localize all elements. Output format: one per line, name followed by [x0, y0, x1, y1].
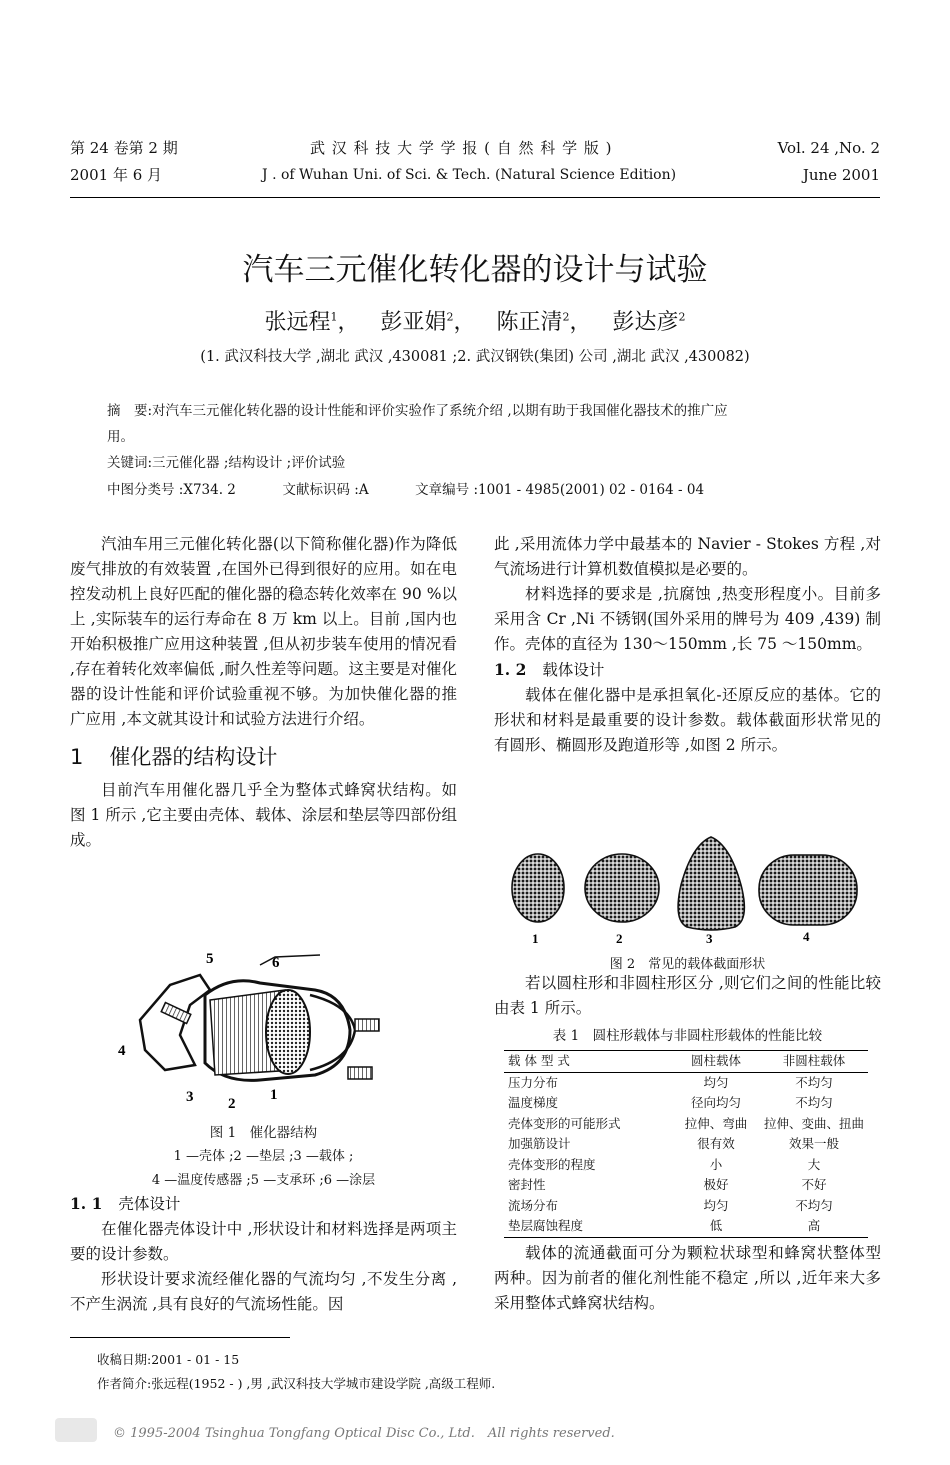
fig1-label-4: 4: [118, 1043, 126, 1059]
table-cell: 大: [807, 1156, 821, 1172]
right-paragraph-3: 载体在催化器中是承担氧化-还原反应的基体。它的形状和材料是最重要的设计参数。载体截面形状常见的有圆形、椭圆形及跑道形等 ,如图 2 所示。: [494, 686, 881, 754]
table-cell: 不均匀: [795, 1095, 833, 1110]
publisher-logo-icon: [55, 1418, 97, 1442]
table-row: [504, 1093, 868, 1114]
table-cell: 密封性: [508, 1177, 546, 1192]
subsection-1-1-paragraph-2: 形状设计要求流经催化器的气流均匀 ,不发生分离 ,不产生涡流 ,具有良好的气流场性能。因: [70, 1270, 457, 1313]
table-header-cell: 载 体 型 式: [508, 1053, 570, 1068]
clc-number: 中图分类号 :X734. 2: [107, 482, 236, 498]
section-1-paragraph: 目前汽车用催化器几乎全为整体式蜂窝状结构。如图 1 所示 ,它主要由壳体、载体、涂层和垫层等四部份组成。: [70, 781, 457, 849]
subsection-1-2-heading: 1. 2 载体设计: [494, 660, 605, 679]
table-row: [504, 1114, 868, 1135]
right-column: [494, 532, 881, 758]
figure-2-caption: 图 2 常见的载体截面形状: [609, 957, 766, 972]
substrate-face: [266, 990, 310, 1074]
table-cell: 低: [709, 1218, 723, 1233]
journal-name-cn: 武 汉 科 技 大 学 学 报 ( 自 然 科 学 版 ): [310, 139, 613, 157]
figure-2-substrate-shapes: [505, 835, 865, 947]
shape-1-circle: [512, 854, 564, 922]
author-list: [0, 303, 950, 338]
fig2-label-2: 2: [616, 931, 623, 946]
fig2-label-3: 3: [706, 931, 713, 946]
document-code: 文献标识码 :A: [282, 482, 369, 498]
copyright-notice: © 1995-2004 Tsinghua Tongfang Optical Disc Co., Ltd. All rights reserved.: [113, 1426, 615, 1441]
table-cell: 压力分布: [508, 1074, 559, 1090]
table-cell: 垫层腐蚀程度: [508, 1218, 584, 1233]
subsection-1-1-paragraph-1: 在催化器壳体设计中 ,形状设计和材料选择是两项主要的设计参数。: [70, 1220, 457, 1263]
author-bio: 作者简介:张远程(1952 - ) ,男 ,武汉科技大学城市建设学院 ,高级工程师.: [97, 1376, 496, 1391]
right-paragraph-1: 此 ,采用流体力学中最基本的 Navier - Stokes 方程 ,对气流场进行计算机数值模拟是必要的。: [494, 535, 881, 578]
table-1-caption: 表 1 圆柱形载体与非圆柱形载体的性能比较: [552, 1028, 823, 1044]
date-cn: 2001 年 6 月: [70, 166, 163, 184]
left-column-lower: [70, 1191, 457, 1317]
table-header-row: [504, 1051, 868, 1073]
table-cell: 加强筋设计: [508, 1136, 571, 1151]
abstract-line-1: 摘 要:对汽车三元催化转化器的设计性能和评价实验作了系统介绍 ,以期有助于我国催化器技术的推广应: [107, 403, 728, 419]
intro-paragraph: 汽油车用三元催化转化器(以下简称催化器)作为降低废气排放的有效装置 ,在国外已得到很好的应用。如在电控发动机上良好匹配的催化器的稳态转化效率在 90 %以上 ,实际装车的运行寿命在 8 万 km 以上。目前 ,国内也开始积极推广应用这种装置 ,但从初步装车使用的情况看 ,存在着转化效率偏低 ,耐久性差等问题。这主要是对催化器的设计性能和评价试验重视不够。为加快催化器的推广应用 ,本文就其设计和试验方法进行介绍。: [70, 535, 457, 728]
table-row: [504, 1196, 868, 1217]
section-1-heading: 1 催化器的结构设计: [70, 745, 278, 769]
table-row: [504, 1216, 868, 1237]
table-cell: 小: [709, 1156, 723, 1172]
issue-cn: 第 24 卷第 2 期: [70, 139, 178, 157]
subsection-1-1-heading: 1. 1 壳体设计: [70, 1194, 181, 1213]
table-cell: 很有效: [697, 1136, 735, 1151]
date-en: June 2001: [802, 166, 880, 184]
table-cell: 流场分布: [508, 1197, 559, 1213]
fig2-label-1: 1: [532, 931, 539, 946]
author-2: 彭亚娟$^2$，: [380, 310, 476, 336]
outlet-stud-bottom: [348, 1067, 372, 1079]
table-cell: 均匀: [703, 1074, 729, 1090]
outlet-cone: [310, 995, 355, 1070]
table-cell: 效果一般: [788, 1136, 839, 1151]
right-column-lower: [494, 1241, 881, 1316]
abstract-line-2: 用。: [107, 429, 134, 445]
footnote-rule: [70, 1337, 290, 1338]
fig1-label-1: 1: [270, 1087, 278, 1103]
figure-1-catalytic-converter: [110, 945, 390, 1115]
keywords: 关键词:三元催化器 ;结构设计 ;评价试验: [107, 455, 346, 471]
right-paragraph-5: 载体的流通截面可分为颗粒状球型和蜂窝状整体型两种。因为前者的催化剂性能不稳定 ,所以 ,近年来大多采用整体式蜂窝状结构。: [494, 1244, 881, 1312]
table-row: [504, 1155, 868, 1176]
label-leaders: [260, 955, 320, 965]
table-cell: 极好: [703, 1177, 729, 1192]
left-column: [70, 532, 457, 853]
table-cell: 不好: [801, 1177, 827, 1192]
right-paragraph-2: 材料选择的要求是 ,抗腐蚀 ,热变形程度小。目前多采用含 Cr ,Ni 不锈钢(国外采用的牌号为 409 ,439) 制作。壳体的直径为 130～150mm ,长 75 ～150mm。: [494, 585, 881, 653]
table-cell: 径向均匀: [690, 1095, 741, 1110]
table-header-cell: 圆柱载体: [690, 1053, 741, 1068]
table-cell: 温度梯度: [508, 1095, 559, 1110]
table-row: [504, 1134, 868, 1155]
article-number: 文章编号 :1001 - 4985(2001) 02 - 0164 - 04: [415, 482, 705, 498]
affiliation: (1. 武汉科技大学 ,湖北 武汉 ,430081 ;2. 武汉钢铁(集团) 公司 ,湖北 武汉 ,430082): [200, 349, 750, 365]
table-header-cell: 非圆柱载体: [782, 1053, 846, 1068]
figure-1-legend-line-1: 1 —壳体 ;2 —垫层 ;3 —载体 ;: [173, 1149, 354, 1164]
outlet-stud-top: [355, 1019, 379, 1031]
table-cell: 高: [807, 1218, 821, 1233]
shape-3-oval: [678, 837, 744, 930]
table-cell: 均匀: [703, 1197, 729, 1213]
right-column-table-intro: [494, 971, 881, 1021]
table-cell: 拉伸、弯曲: [684, 1115, 748, 1131]
table-cell: 壳体变形的可能形式: [508, 1115, 621, 1131]
table-1: [504, 1050, 868, 1238]
table-cell: 不均匀: [795, 1074, 833, 1090]
author-4: 彭达彦$^2$: [612, 310, 686, 336]
fig1-label-3: 3: [186, 1089, 194, 1105]
shape-4-racetrack: [759, 855, 857, 925]
received-date: 收稿日期:2001 - 01 - 15: [97, 1352, 240, 1367]
table-cell: 拉伸、变曲、扭曲: [763, 1115, 864, 1131]
journal-name-en: J . of Wuhan Uni. of Sci. & Tech. (Natural Science Edition): [262, 167, 677, 183]
fig1-label-2: 2: [228, 1096, 236, 1112]
table-row: [504, 1175, 868, 1196]
shape-2-ellipse: [585, 854, 659, 922]
header-rule: [70, 197, 880, 198]
table-cell: 壳体变形的程度: [508, 1156, 596, 1172]
author-3: 陈正清$^2$，: [496, 310, 592, 336]
fig2-label-4: 4: [803, 929, 810, 944]
temperature-sensor: [161, 1003, 191, 1024]
right-paragraph-4: 若以圆柱形和非圆柱形区分 ,则它们之间的性能比较由表 1 所示。: [494, 974, 881, 1017]
fig1-label-6: 6: [272, 955, 280, 971]
figure-1-caption: 图 1 催化器结构: [209, 1125, 318, 1141]
volume-en: Vol. 24 ,No. 2: [777, 139, 880, 157]
paper-title: 汽车三元催化转化器的设计与试验: [242, 252, 708, 288]
author-1: 张远程$^1$，: [264, 310, 360, 336]
table-cell: 不均匀: [795, 1197, 833, 1213]
classification-row: [107, 479, 704, 501]
figure-1-legend-line-2: 4 —温度传感器 ;5 —支承环 ;6 —涂层: [151, 1173, 376, 1188]
table-row: [504, 1072, 868, 1093]
fig1-label-5: 5: [206, 951, 214, 967]
inlet-flange: [140, 975, 210, 1070]
